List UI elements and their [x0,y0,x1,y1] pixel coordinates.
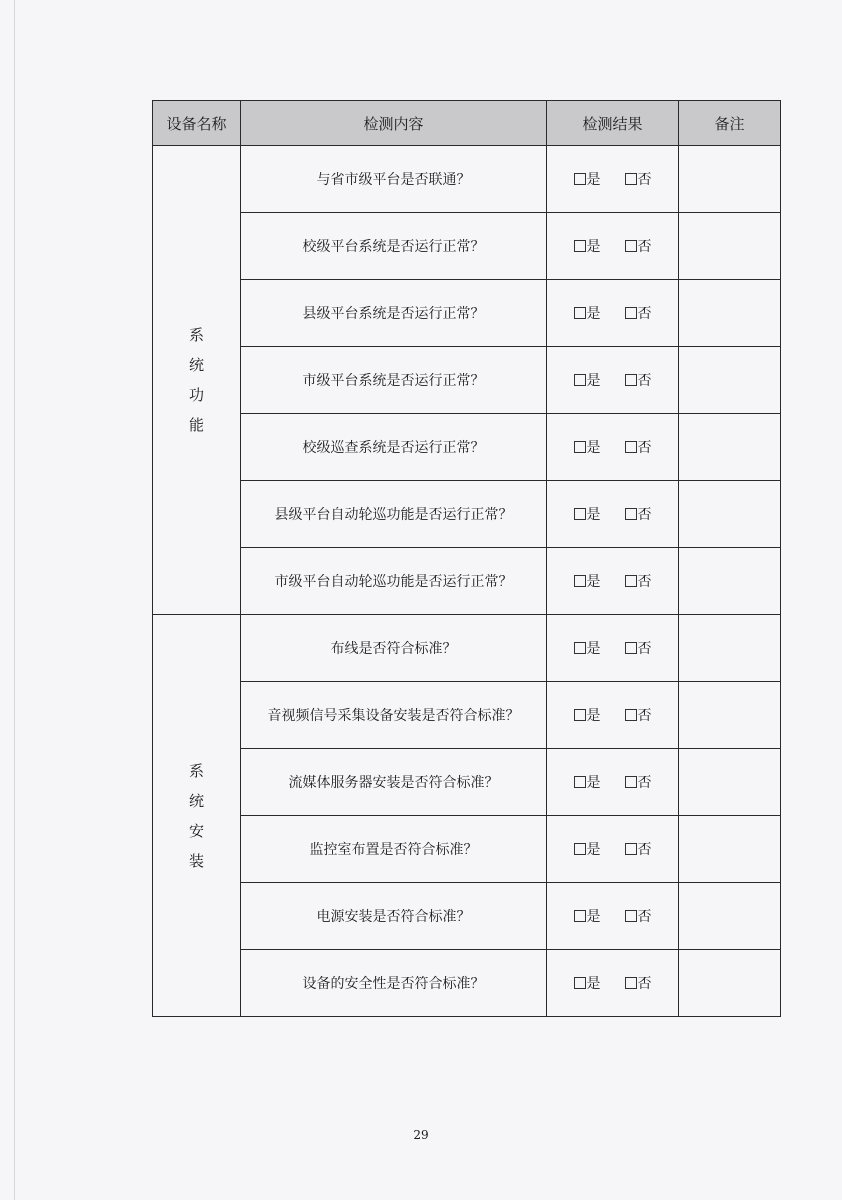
checkbox-icon[interactable] [625,843,637,855]
table-row [153,615,781,682]
yes-label: 是 [586,574,601,590]
yes-option[interactable] [574,839,601,859]
table-row [153,883,781,950]
checkbox-icon[interactable] [625,910,637,922]
yes-label: 是 [586,976,601,992]
inspection-item: 电源安装是否符合标准？ [241,883,547,950]
inspection-result [547,883,679,950]
table-row [153,749,781,816]
device-group-char: 系 [188,761,204,780]
checkbox-icon[interactable] [574,307,586,319]
table-row [153,950,781,1017]
inspection-result [547,749,679,816]
table-row [153,347,781,414]
remarks-cell[interactable] [679,816,781,883]
inspection-table [152,100,781,1017]
no-option[interactable] [625,705,652,725]
no-label: 否 [637,641,652,657]
inspection-item: 布线是否符合标准？ [241,615,547,682]
no-option[interactable] [625,370,652,390]
no-option[interactable] [625,169,652,189]
page-number: 29 [413,1128,429,1142]
checkbox-icon[interactable] [574,441,586,453]
inspection-item: 与省市级平台是否联通？ [241,146,547,213]
no-option[interactable] [625,437,652,457]
inspection-item: 监控室布置是否符合标准？ [241,816,547,883]
inspection-result [547,213,679,280]
checkbox-icon[interactable] [574,709,586,721]
checkbox-icon[interactable] [574,508,586,520]
checkbox-icon[interactable] [625,642,637,654]
remarks-cell[interactable] [679,280,781,347]
checkbox-icon[interactable] [574,843,586,855]
no-option[interactable] [625,973,652,993]
table-row [153,414,781,481]
no-label: 否 [637,574,652,590]
checkbox-icon[interactable] [625,709,637,721]
no-label: 否 [637,708,652,724]
inspection-result [547,682,679,749]
no-option[interactable] [625,504,652,524]
yes-option[interactable] [574,236,601,256]
checkbox-icon[interactable] [574,374,586,386]
yes-label: 是 [586,239,601,255]
table-row [153,213,781,280]
inspection-item: 县级平台系统是否运行正常？ [241,280,547,347]
checkbox-icon[interactable] [625,374,637,386]
yes-label: 是 [586,842,601,858]
table-row [153,280,781,347]
remarks-cell[interactable] [679,749,781,816]
yes-option[interactable] [574,504,601,524]
checkbox-icon[interactable] [625,977,637,989]
yes-label: 是 [586,708,601,724]
yes-label: 是 [586,440,601,456]
yes-option[interactable] [574,705,601,725]
no-label: 否 [637,507,652,523]
checkbox-icon[interactable] [574,977,586,989]
yes-option[interactable] [574,772,601,792]
inspection-item: 县级平台自动轮巡功能是否运行正常？ [241,481,547,548]
yes-option[interactable] [574,638,601,658]
checkbox-icon[interactable] [574,642,586,654]
no-label: 否 [637,306,652,322]
device-group-char: 功 [188,386,204,404]
table-row [153,816,781,883]
inspection-item: 设备的安全性是否符合标准？ [241,950,547,1017]
no-option[interactable] [625,839,652,859]
checkbox-icon[interactable] [625,575,637,587]
checkbox-icon[interactable] [574,575,586,587]
no-option[interactable] [625,638,652,658]
no-option[interactable] [625,303,652,323]
yes-label: 是 [586,909,601,925]
no-option[interactable] [625,772,652,792]
no-label: 否 [637,976,652,992]
no-label: 否 [637,842,652,858]
yes-option[interactable] [574,571,601,591]
checkbox-icon[interactable] [625,240,637,252]
remarks-cell[interactable] [679,682,781,749]
device-group-name [153,615,241,1017]
checkbox-icon[interactable] [625,441,637,453]
device-group-char: 安 [188,821,204,840]
yes-option[interactable] [574,906,601,926]
inspection-item: 流媒体服务器安装是否符合标准？ [241,749,547,816]
no-option[interactable] [625,906,652,926]
yes-label: 是 [586,172,601,188]
yes-option[interactable] [574,437,601,457]
yes-option[interactable] [574,169,601,189]
no-option[interactable] [625,571,652,591]
yes-option[interactable] [574,370,601,390]
inspection-result [547,280,679,347]
remarks-cell[interactable] [679,347,781,414]
checkbox-icon[interactable] [574,173,586,185]
inspection-result [547,615,679,682]
remarks-cell[interactable] [679,213,781,280]
inspection-item: 校级巡查系统是否运行正常？ [241,414,547,481]
header-remarks: 备注 [679,101,781,146]
header-inspection-result: 检测结果 [547,101,679,146]
checkbox-icon[interactable] [574,776,586,788]
no-label: 否 [637,775,652,791]
checkbox-icon[interactable] [625,173,637,185]
checkbox-icon[interactable] [625,508,637,520]
yes-option[interactable] [574,303,601,323]
yes-label: 是 [586,507,601,523]
inspection-item: 音视频信号采集设备安装是否符合标准？ [241,682,547,749]
inspection-result [547,347,679,414]
remarks-cell[interactable] [679,883,781,950]
device-group-char: 装 [188,851,204,870]
no-label: 否 [637,909,652,925]
table-row [153,481,781,548]
table-row [153,146,781,213]
no-label: 否 [637,373,652,389]
remarks-cell[interactable] [679,615,781,682]
checkbox-icon[interactable] [625,307,637,319]
checkbox-icon[interactable] [574,240,586,252]
inspection-result [547,414,679,481]
device-group-char: 统 [188,791,204,810]
device-group-char: 能 [188,416,204,434]
inspection-item: 校级平台系统是否运行正常？ [241,213,547,280]
yes-option[interactable] [574,973,601,993]
header-device-name: 设备名称 [153,101,241,146]
yes-label: 是 [586,775,601,791]
inspection-result [547,548,679,615]
remarks-cell[interactable] [679,414,781,481]
checkbox-icon[interactable] [574,910,586,922]
yes-label: 是 [586,373,601,389]
checkbox-icon[interactable] [625,776,637,788]
table-row [153,548,781,615]
device-group-char: 统 [188,356,204,374]
table-header-row [153,101,781,146]
yes-label: 是 [586,306,601,322]
header-inspection-content: 检测内容 [241,101,547,146]
no-label: 否 [637,239,652,255]
no-label: 否 [637,172,652,188]
remarks-cell[interactable] [679,481,781,548]
inspection-result [547,146,679,213]
page-edge-line [14,0,15,1200]
inspection-result [547,950,679,1017]
no-option[interactable] [625,236,652,256]
inspection-item: 市级平台自动轮巡功能是否运行正常？ [241,548,547,615]
no-label: 否 [637,440,652,456]
remarks-cell[interactable] [679,548,781,615]
table-row [153,682,781,749]
device-group-name [153,146,241,615]
device-group-char: 系 [188,326,204,344]
yes-label: 是 [586,641,601,657]
inspection-result [547,481,679,548]
remarks-cell[interactable] [679,950,781,1017]
inspection-result [547,816,679,883]
inspection-item: 市级平台系统是否运行正常？ [241,347,547,414]
table-body [153,146,781,1017]
remarks-cell[interactable] [679,146,781,213]
